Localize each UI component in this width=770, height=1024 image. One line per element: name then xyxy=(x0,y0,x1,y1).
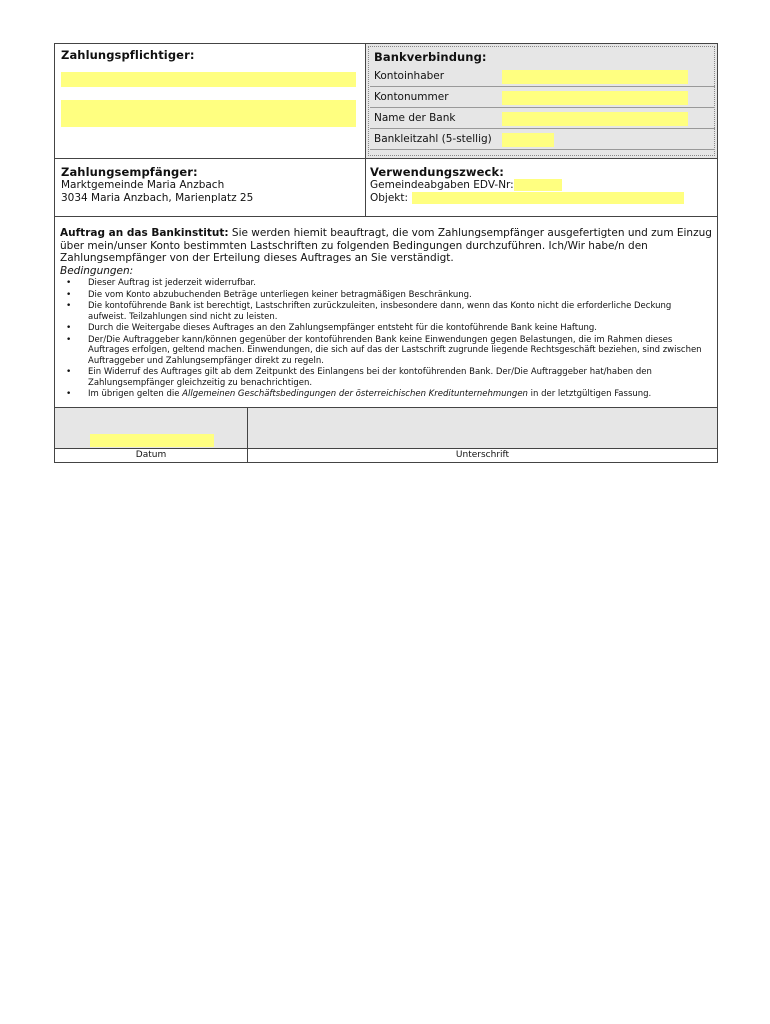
signature-area[interactable] xyxy=(248,408,717,448)
purpose-section xyxy=(366,159,717,216)
last-condition-suffix: in der letztgültigen Fassung. xyxy=(530,389,652,399)
condition-item: • Die vom Konto abzubuchenden Beträge unterliegen keiner betragmäßigen Beschränkung. xyxy=(88,290,712,301)
account-number-field[interactable] xyxy=(502,91,688,105)
bank-name-label: Name der Bank xyxy=(374,112,456,124)
signature-block xyxy=(55,408,717,462)
debit-form xyxy=(54,43,718,463)
edv-line xyxy=(370,179,713,192)
order-intro-text: Sie werden hiemit beauftragt, die vom Zahlungsempfänger ausgefertigten und zum Einzug über mein/unser Konto bestimmten Lastschriften zu folgenden Bedingungen durchzuführen. Ich/Wir habe/n den Zahlungsempfänger von der Erteilung dieses Auftrages an Sie verständigt. xyxy=(60,227,712,264)
account-number-label: Kontonummer xyxy=(374,91,449,103)
payer-name-field[interactable] xyxy=(61,72,356,87)
edv-label: Gemeindeabgaben EDV-Nr: xyxy=(370,179,514,191)
order-section xyxy=(55,217,717,407)
payer-section xyxy=(55,44,366,158)
payee-section xyxy=(55,159,366,216)
condition-item: • Dieser Auftrag ist jederzeit widerrufbar. xyxy=(88,278,712,289)
bank-code-field[interactable] xyxy=(502,133,554,147)
date-area xyxy=(55,408,248,448)
condition-item: • Der/Die Auftraggeber kann/können gegenüber der kontoführenden Bank keine Einwendungen gegen Belastungen, die im Rahmen dieses Auftrages erfolgen, geltend machen. Einwendungen, die sich auf das der Lastschrift zugrunde liegende Rechtsgeschäft beziehen, sind zwischen Auftraggeber und Zahlungsempfänger direkt zu regeln. xyxy=(88,335,712,367)
edv-number-field[interactable] xyxy=(514,179,562,191)
purpose-heading: Verwendungszweck: xyxy=(370,165,504,179)
condition-item: • Ein Widerruf des Auftrages gilt ab dem Zeitpunkt des Einlangens bei der kontoführenden Bank. Der/Die Auftraggeber hat/haben den Zahlungsempfänger gleichzeitig zu benachrichtigen. xyxy=(88,367,712,388)
conditions-label: Bedingungen: xyxy=(60,264,134,277)
last-condition-italic: Allgemeinen Geschäftsbedingungen der österreichischen Kreditunternehmungen xyxy=(182,389,528,399)
payee-heading: Zahlungsempfänger: xyxy=(61,165,198,179)
bank-name-field[interactable] xyxy=(502,112,688,126)
bank-heading: Bankverbindung: xyxy=(374,50,487,64)
last-condition-prefix: Im übrigen gelten die xyxy=(88,389,180,399)
condition-item: • Die kontoführende Bank ist berechtigt, Lastschriften zurückzuleiten, insbesondere dann, wenn das Konto nicht die erforderliche Deckung aufweist. Teilzahlungen sind nicht zu leisten. xyxy=(88,301,712,322)
date-label: Datum xyxy=(55,449,248,462)
bank-row-bank-name xyxy=(370,108,715,129)
payee-name: Marktgemeinde Maria Anzbach xyxy=(61,179,225,191)
account-holder-field[interactable] xyxy=(502,70,688,84)
top-row xyxy=(55,44,717,159)
object-field[interactable] xyxy=(412,192,684,204)
payer-address-field[interactable] xyxy=(61,100,356,127)
bank-row-account-holder xyxy=(370,66,715,87)
conditions-list xyxy=(60,278,712,400)
object-line xyxy=(370,192,713,205)
date-field[interactable] xyxy=(90,434,214,447)
middle-row xyxy=(55,159,717,217)
order-row xyxy=(55,217,717,408)
account-holder-label: Kontoinhaber xyxy=(374,70,445,82)
order-intro xyxy=(60,227,712,265)
signature-labels xyxy=(55,448,717,462)
object-label: Objekt: xyxy=(370,192,409,204)
bank-section xyxy=(366,44,717,158)
bank-row-bank-code xyxy=(370,129,715,150)
bank-code-label: Bankleitzahl (5-stellig) xyxy=(374,133,492,145)
signature-label: Unterschrift xyxy=(455,449,510,460)
condition-item: • Durch die Weitergabe dieses Auftrages an den Zahlungsempfänger entsteht für die kontoführende Bank keine Haftung. xyxy=(88,323,712,334)
signature-fields xyxy=(55,408,717,448)
order-heading: Auftrag an das Bankinstitut: xyxy=(60,227,229,239)
bank-row-account-number xyxy=(370,87,715,108)
condition-item-last xyxy=(88,389,712,400)
payer-heading: Zahlungspflichtiger: xyxy=(61,48,195,62)
payee-address: 3034 Maria Anzbach, Marienplatz 25 xyxy=(61,192,254,204)
